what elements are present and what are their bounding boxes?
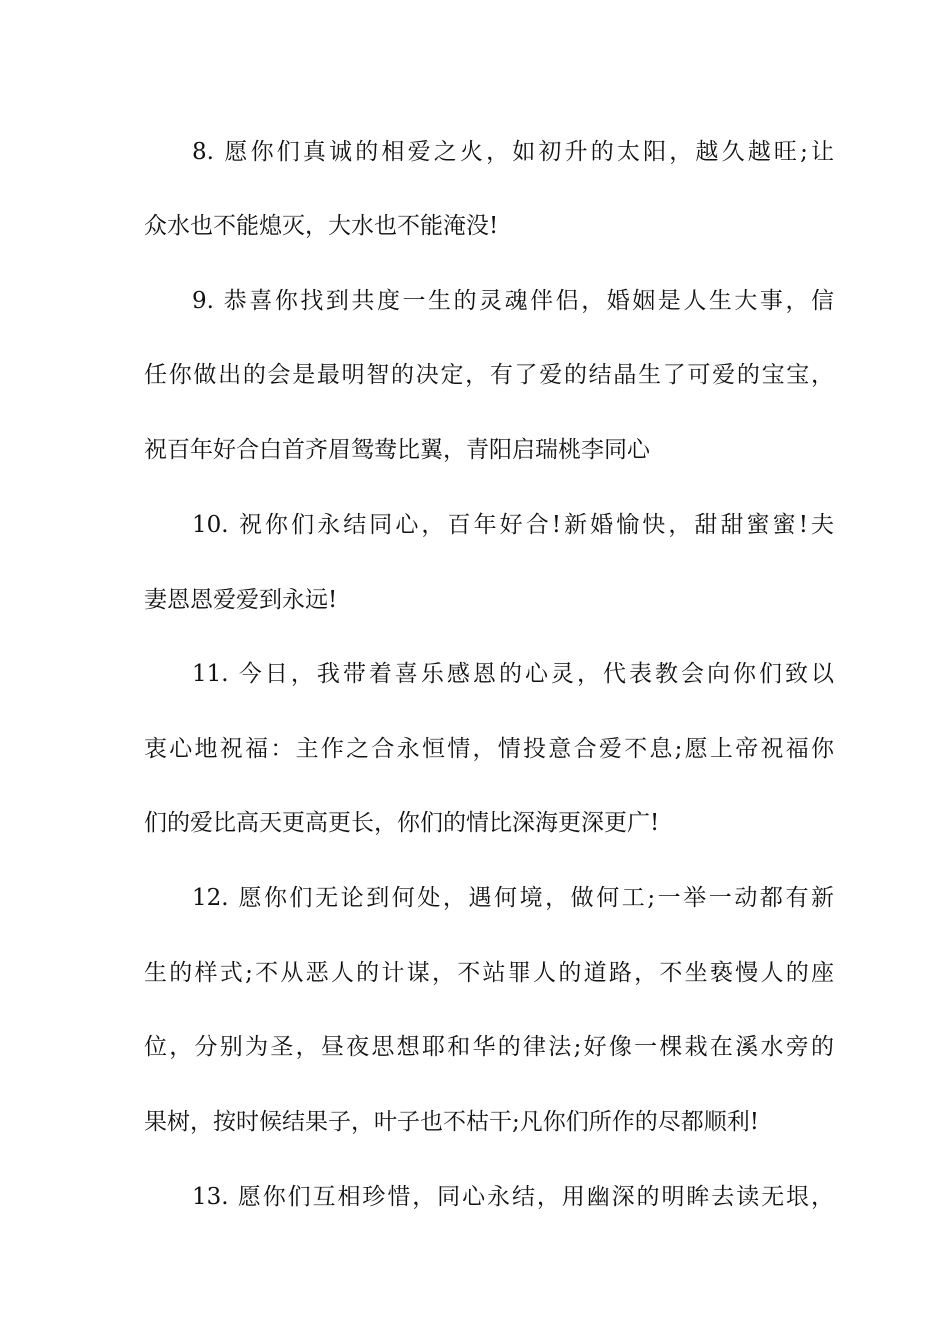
paragraph-12-line-2: 生的样式;不从恶人的计谋，不站罪人的道路，不坐亵慢人的座 (144, 960, 834, 986)
paragraph-9-line-2: 任你做出的会是最明智的决定，有了爱的结晶生了可爱的宝宝， (144, 362, 834, 388)
paragraph-12-line-1: 12. 愿你们无论到何处，遇何境，做何工;一举一动都有新 (192, 885, 834, 911)
paragraph-10-line-2: 妻恩恩爱爱到永远! (144, 587, 338, 613)
paragraph-12-line-3: 位，分别为圣，昼夜思想耶和华的律法;好像一棵栽在溪水旁的 (144, 1034, 834, 1060)
paragraph-11-line-3: 们的爱比高天更高更长，你们的情比深海更深更广! (144, 810, 660, 836)
paragraph-10-line-1: 10. 祝你们永结同心，百年好合!新婚愉快，甜甜蜜蜜!夫 (192, 512, 834, 538)
paragraph-13-line-1: 13. 愿你们互相珍惜，同心永结，用幽深的明眸去读无垠， (192, 1184, 834, 1210)
paragraph-12-line-4: 果树，按时候结果子，叶子也不枯干;凡你们所作的尽都顺利! (144, 1109, 759, 1135)
paragraph-9-line-3: 祝百年好合白首齐眉鸳鸯比翼，青阳启瑞桃李同心 (144, 437, 650, 463)
paragraph-11-line-2: 衷心地祝福：主作之合永恒情，情投意合爱不息;愿上帝祝福你 (144, 736, 834, 762)
paragraph-8-line-2: 众水也不能熄灭，大水也不能淹没! (144, 213, 499, 239)
paragraph-11-line-1: 11. 今日，我带着喜乐感恩的心灵，代表教会向你们致以 (192, 661, 834, 687)
paragraph-8-line-1: 8. 愿你们真诚的相爱之火，如初升的太阳，越久越旺;让 (192, 139, 834, 165)
paragraph-9-line-1: 9. 恭喜你找到共度一生的灵魂伴侣，婚姻是人生大事，信 (192, 288, 834, 314)
